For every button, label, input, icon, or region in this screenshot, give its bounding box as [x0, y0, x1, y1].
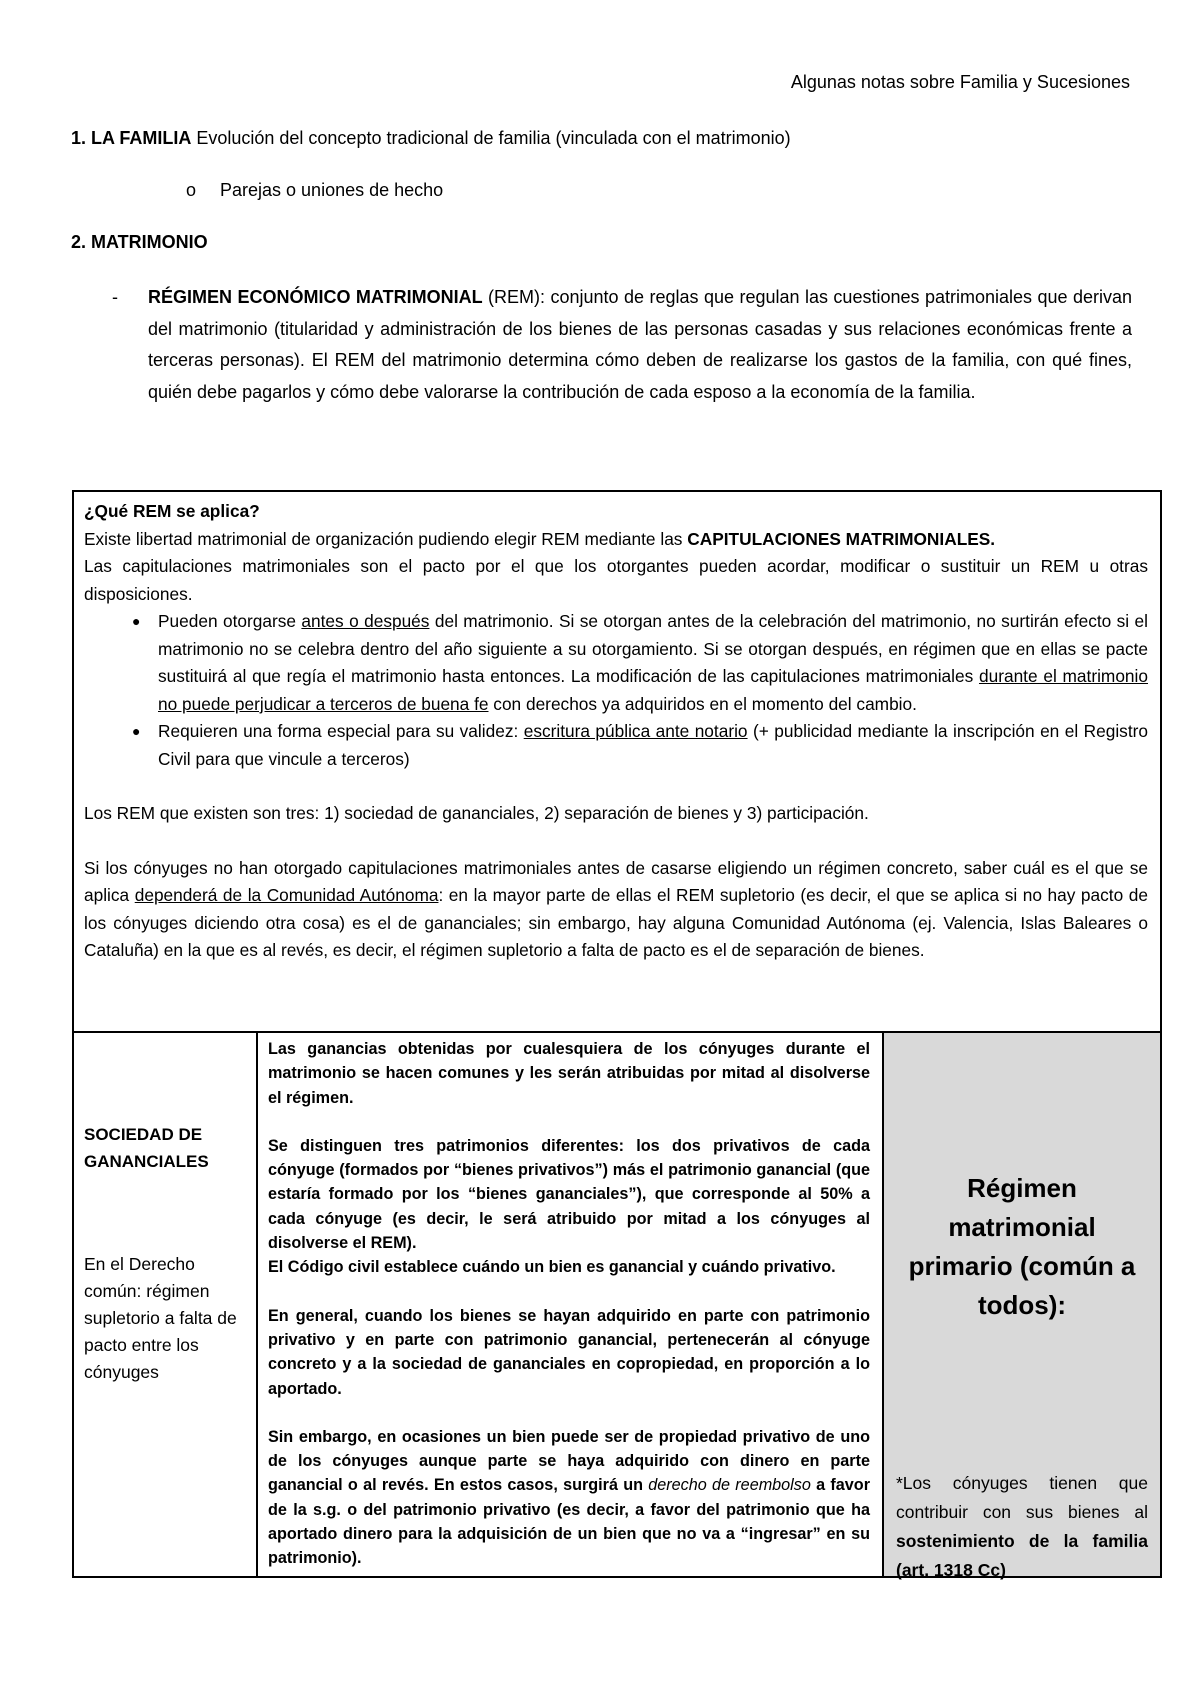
col2-paragraph-3: El Código civil establece cuándo un bien es ganancial y cuándo privativo. [268, 1258, 836, 1277]
rem-text: (REM): conjunto de reglas que regulan las cuestiones patrimoniales que derivan del matrimonio (titularidad y administración de los bienes de las personas casadas y sus relaciones económicas frente a terceras personas). El REM del matrimonio determina cómo deben de realizarse los gastos de la familia, con qué fines, quién debe pagarlos y cómo debe valorarse la contribución de cada esposo a la economía de la familia. [148, 287, 1132, 402]
col2-p5-text-b: a favor de la s.g. o del patrimonio privativo (es decir, a favor del patrimonio que ha aportado dinero para la adquisición de un bien que no va a “ingresar” en su patrimonio). [268, 1476, 870, 1568]
b1-text-b: del matrimonio. Si se otorgan antes de la celebración del matrimonio, no surtirán efecto si el matrimonio no se celebra dentro del año siguiente a su otorgamiento. Si se otorgan después, en régimen que en ellas se pacte sustituirá al que regía el matrimonio hasta entonces. La modificación de las capitulaciones matrimoniales [158, 611, 1148, 686]
gananciales-table [72, 1033, 1162, 1578]
box-line1: Existe libertad matrimonial de organización pudiendo elegir REM mediante las [84, 528, 688, 549]
b2-text-b: (+ publicidad mediante la inscripción en el Registro Civil para que vincule a terceros) [158, 721, 1148, 769]
section-1-title: 1. LA FAMILIA [71, 128, 192, 148]
col3-note-bold: sostenimiento de la familia (art. 1318 Cc) [896, 1531, 1148, 1580]
b1-underline-1: antes o después [301, 611, 430, 631]
box-line2: Las capitulaciones matrimoniales son el pacto por el que los otorgantes pueden acordar, modificar o sustituir un REM u otras disposiciones. [84, 556, 1148, 604]
col2-p5-italic: derecho de reembolso [648, 1476, 811, 1495]
table-col-primary-regime [884, 1033, 1160, 1580]
page-header: Algunas notas sobre Familia y Sucesiones [790, 72, 1130, 92]
col2-p5-text-a: Sin embargo, en ocasiones un bien puede ser de propiedad privativo de uno de los cónyuges aunque parte se haya adquirido con dinero en parte ganancial o al revés. En estos casos, surgirá un [268, 1427, 870, 1495]
list-item [84, 608, 1148, 718]
b1-underline-2: durante el matrimonio [978, 666, 1148, 686]
section-1-text: Evolución del concepto tradicional de familia (vinculada con el matrimonio) [191, 128, 791, 148]
col2-paragraph-5 [268, 1425, 870, 1571]
box-question: ¿Qué REM se aplica? [84, 501, 260, 521]
bullet-icon: ● [132, 613, 141, 629]
b2-underline: escritura pública ante notario [523, 721, 748, 741]
col3-note [896, 1469, 1148, 1585]
col3-note-text: *Los cónyuges tienen que contribuir con sus bienes al [896, 1473, 1148, 1522]
capitulaciones-list [84, 608, 1148, 773]
b1-text-a: Pueden otorgarse [158, 611, 302, 631]
list-item [84, 718, 1148, 773]
section-1-bullet [186, 180, 443, 201]
bullet-marker: o [186, 180, 197, 200]
rem-applicable-box [72, 490, 1162, 1033]
b1-underline-3: no puede perjudicar a terceros de buena fe [158, 693, 489, 714]
p3-text-b: : en la mayor parte de ellas el REM supletorio (es decir, el que se aplica si no hay pacto de los cónyuges diciendo otra cosa) es el de gananciales; sin embargo, hay alguna Comunidad Autónoma (ej. Valencia, Islas Baleares o Cataluña) en la que es al revés, es decir, el régimen supletorio a falta de pacto es el de separación de bienes. [84, 885, 1148, 960]
capitulaciones-term: CAPITULACIONES MATRIMONIALES. [687, 528, 996, 549]
col2-paragraph-2: Se distinguen tres patrimonios diferentes: los dos privativos de cada cónyuge (formados por “bienes privativos”) más el patrimonio ganancial (que estaría formado por los “bienes gananciales”), que corresponde al 50% a cada cónyuge (es decir, le será atribuido por mitad a los cónyuges al disolverse el REM). [268, 1136, 870, 1253]
rem-term: RÉGIMEN ECONÓMICO MATRIMONIAL [148, 287, 483, 307]
b1-text-d: con derechos ya adquiridos en el momento del cambio. [488, 693, 917, 714]
p3-text-a: Si los cónyuges no han otorgado capitulaciones matrimoniales antes de casarse eligiendo un régimen concreto, saber cuál es el que se aplica [84, 857, 1148, 905]
col1-title: SOCIEDAD DE GANANCIALES [84, 1125, 209, 1171]
col2-paragraph-4: En general, cuando los bienes se hayan adquirido en parte con patrimonio privativo y en parte con patrimonio ganancial, pertenecerán al cónyuge concreto y a la sociedad de gananciales en copropiedad, en proporción a lo aportado. [268, 1306, 870, 1398]
rem-types: Los REM que existen son tres: 1) sociedad de gananciales, 2) separación de bienes y 3) participación. [84, 803, 869, 823]
col1-subtitle: En el Derecho común: régimen supletorio a falta de pacto entre los cónyuges [84, 1254, 237, 1382]
section-1-heading [71, 128, 791, 149]
dash-marker: - [112, 287, 118, 307]
p3-underline: dependerá de la Comunidad Autónoma [134, 885, 439, 905]
col2-paragraph-1: Las ganancias obtenidas por cualesquiera de los cónyuges durante el matrimonio se hacen comunes y les serán atribuidas por mitad al disolverse el régimen. [268, 1040, 870, 1107]
col3-title: Régimen matrimonial primario (común a todos): [908, 1173, 1136, 1320]
table-col-description [258, 1033, 884, 1576]
b2-text-a: Requieren una forma especial para su validez: [158, 721, 524, 741]
bullet-icon: ● [132, 723, 141, 739]
rem-definition [112, 282, 1132, 408]
table-col-regime [74, 1033, 258, 1576]
section-2-heading: 2. MATRIMONIO [71, 232, 208, 252]
bullet-text: Parejas o uniones de hecho [220, 180, 444, 200]
supletorio-paragraph [84, 855, 1148, 965]
